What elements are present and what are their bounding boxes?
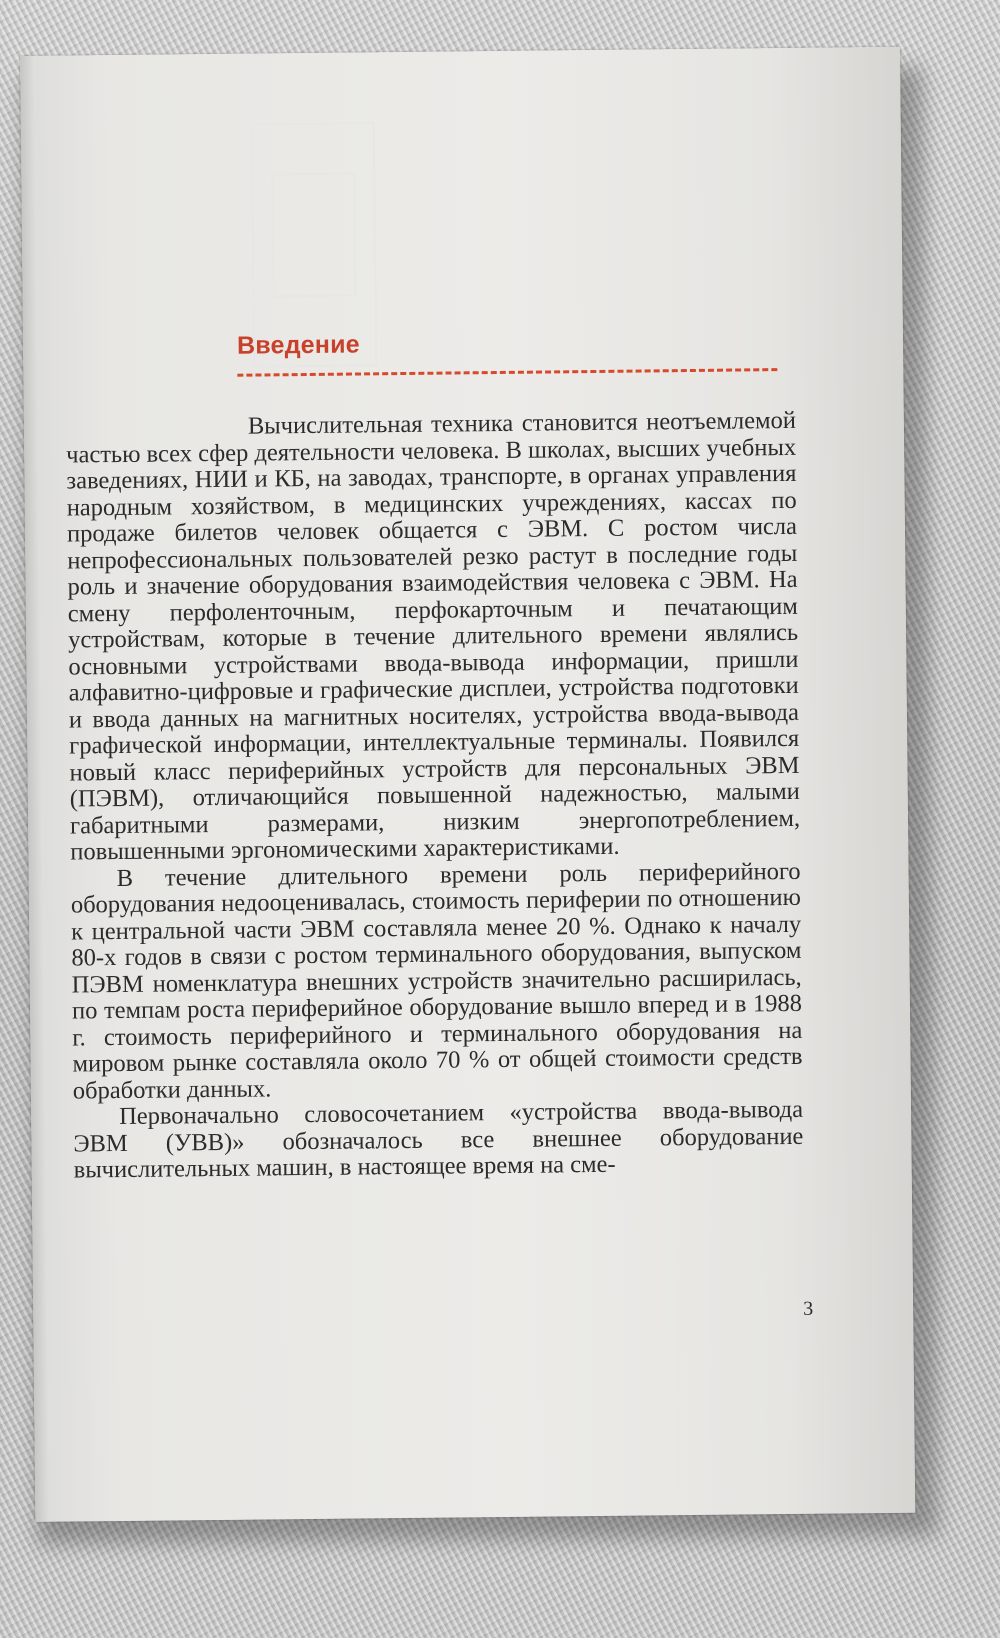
paragraph-3: Первоначально словосочетанием «устройства ввода-вывода ЭВМ (УВВ)» обозначалось все внешнее оборудование вычислительных машин, в настоящее время на сме-: [73, 1095, 804, 1184]
paragraph-2: В течение длительного времени роль периферийного оборудования недооценивалась, стоимость периферии по отношению к центральной части ЭВМ составляла менее 20 %. Однако к началу 80-х годов в связи с ростом терминального оборудования, выпуском ПЭВМ номенклатура внешних устройств значительно расширилась, по темпам роста периферийное оборудование вышло вперед и в 1988 г. стоимость периферийного и терминального оборудования на мировом рынке составляла около 70 % от общей стоимости средств обработки данных.: [70, 857, 803, 1105]
page-edge: [20, 56, 49, 1522]
book-page: [20, 47, 915, 1522]
body-text: [66, 408, 804, 1184]
page-number: 3: [803, 1297, 814, 1320]
paragraph-1: Вычислительная техника становится неотъемлемой частью всех сфер деятельности человека. В школах, высших учебных заведениях, НИИ и КБ, на заводах, транспорте, в органах управления народным хозяйством, в медицинских учреждениях, кассах по продаже билетов человек общается с ЭВМ. С ростом числа непрофессиональных пользователей резко растут в последние годы роль и значение оборудования взаимодействия человека с ЭВМ. На смену перфоленточным, перфокарточным и печатающим устройствам, которые в течение длительного времени являлись основными устройствами ввода-вывода информации, пришли алфавитно-цифровые и графические дисплеи, устройства подготовки и ввода данных на магнитных носителях, устройства ввода-вывода графической информации, интеллектуальные терминалы. Появился новый класс периферийных устройств для персональных ЭВМ (ПЭВМ), отличающийся повышенной надежностью, малыми габаритными размерами, низким энергопотреблением, повышенными эргономическими характеристиками.: [66, 406, 801, 866]
section-heading: Введение: [236, 330, 360, 360]
